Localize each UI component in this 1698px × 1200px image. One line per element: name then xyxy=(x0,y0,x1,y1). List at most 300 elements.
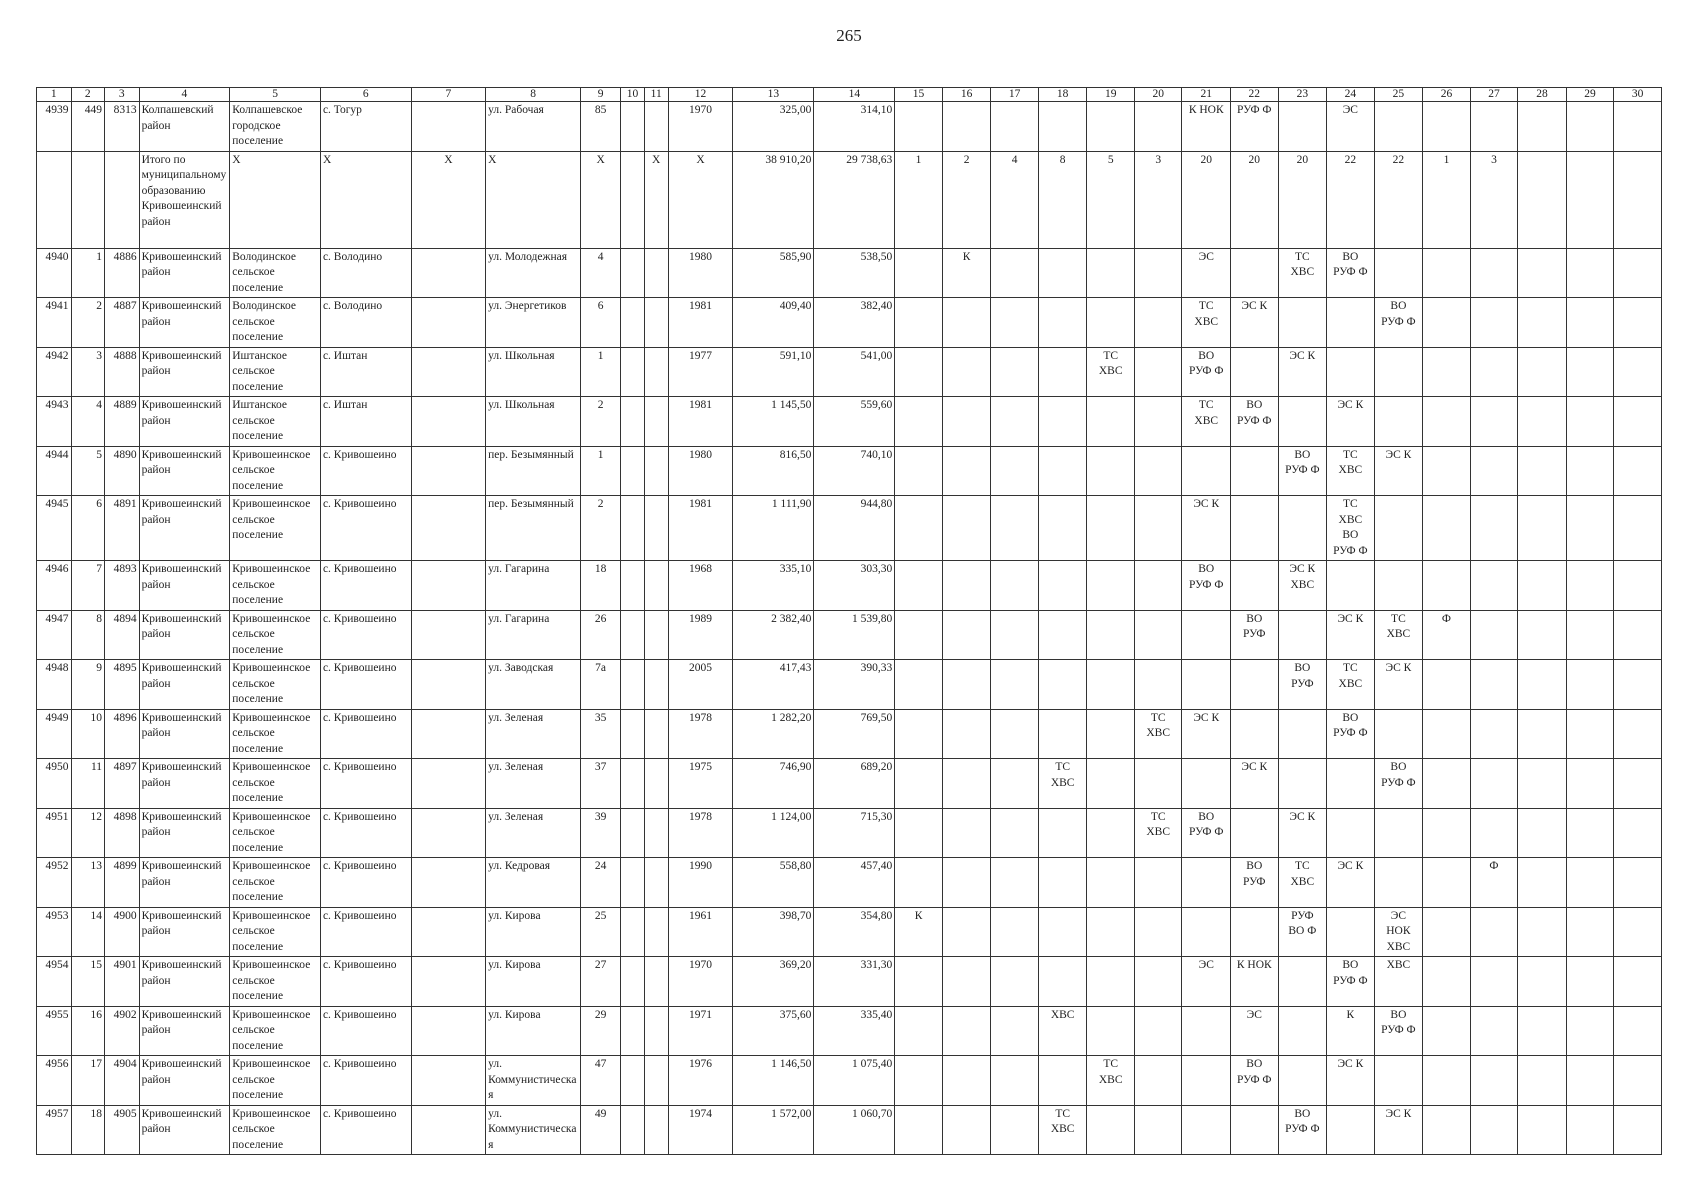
table-cell xyxy=(411,248,486,298)
column-header: 22 xyxy=(1231,88,1279,102)
table-cell: РУФ Ф xyxy=(1231,102,1279,152)
table-cell xyxy=(1518,397,1567,447)
table-cell xyxy=(1374,709,1423,759)
table-cell: 4942 xyxy=(37,347,72,397)
table-row xyxy=(37,248,1662,298)
column-header: 7 xyxy=(411,88,486,102)
table-cell: 541,00 xyxy=(814,347,895,397)
table-cell: ЭС К xyxy=(1374,1105,1423,1155)
table-cell: К xyxy=(942,248,991,298)
table-cell xyxy=(1182,759,1231,809)
table-cell: ВО РУФ Ф xyxy=(1374,759,1423,809)
table-cell: 4891 xyxy=(105,496,140,561)
table-cell: 4946 xyxy=(37,561,72,611)
table-cell xyxy=(895,610,943,660)
table-cell: 4904 xyxy=(105,1056,140,1106)
table-row xyxy=(37,347,1662,397)
table-cell: 314,10 xyxy=(814,102,895,152)
table-cell: 1 xyxy=(1423,151,1471,248)
total-row xyxy=(37,151,1662,248)
table-cell: ХВС xyxy=(1374,957,1423,1007)
table-cell: ул. Школьная xyxy=(486,397,581,447)
table-cell xyxy=(1566,298,1614,348)
table-cell: 7 xyxy=(71,561,104,611)
table-cell xyxy=(1566,907,1614,957)
table-cell xyxy=(895,248,943,298)
table-cell xyxy=(37,151,72,248)
table-cell xyxy=(1614,1105,1662,1155)
table-cell: 1981 xyxy=(668,298,733,348)
table-cell: 2005 xyxy=(668,660,733,710)
table-cell xyxy=(1423,660,1471,710)
table-cell xyxy=(1614,858,1662,908)
table-cell: 538,50 xyxy=(814,248,895,298)
table-cell xyxy=(411,709,486,759)
table-cell xyxy=(621,248,645,298)
table-cell xyxy=(1087,397,1135,447)
table-cell: ВО РУФ xyxy=(1278,660,1327,710)
table-cell xyxy=(1614,446,1662,496)
table-cell xyxy=(1278,102,1327,152)
table-cell: Х xyxy=(230,151,321,248)
table-cell xyxy=(411,446,486,496)
table-cell: Х xyxy=(644,151,668,248)
table-cell xyxy=(1470,496,1518,561)
table-cell xyxy=(1566,759,1614,809)
table-cell xyxy=(1614,248,1662,298)
table-cell: К xyxy=(1327,1006,1375,1056)
column-header: 11 xyxy=(644,88,668,102)
table-cell: 4953 xyxy=(37,907,72,957)
table-cell xyxy=(1182,1105,1231,1155)
housing-register-table xyxy=(36,87,1662,1155)
table-cell xyxy=(1038,1056,1087,1106)
table-cell xyxy=(644,957,668,1007)
table-cell xyxy=(411,1056,486,1106)
table-cell: ТС ХВС xyxy=(1278,248,1327,298)
table-cell: ул. Зеленая xyxy=(486,759,581,809)
table-cell xyxy=(621,496,645,561)
table-cell: 1974 xyxy=(668,1105,733,1155)
table-cell: 944,80 xyxy=(814,496,895,561)
table-cell: Кривошеинское сельское поселение xyxy=(230,759,321,809)
table-cell xyxy=(621,151,645,248)
table-cell: с. Кривошеино xyxy=(320,446,411,496)
table-cell xyxy=(1614,496,1662,561)
table-cell: 4899 xyxy=(105,858,140,908)
table-cell: 27 xyxy=(581,957,621,1007)
table-cell: 20 xyxy=(1182,151,1231,248)
table-cell: Ф xyxy=(1423,610,1471,660)
table-cell: Кривошеинский район xyxy=(139,1056,230,1106)
column-header: 15 xyxy=(895,88,943,102)
table-cell xyxy=(1518,1056,1567,1106)
table-cell: 4947 xyxy=(37,610,72,660)
table-cell xyxy=(1182,1056,1231,1106)
table-cell xyxy=(1374,858,1423,908)
table-cell xyxy=(1278,759,1327,809)
table-cell xyxy=(1038,298,1087,348)
table-cell: 4893 xyxy=(105,561,140,611)
table-cell: 1978 xyxy=(668,709,733,759)
table-cell xyxy=(1134,1006,1182,1056)
table-cell: 12 xyxy=(71,808,104,858)
table-cell xyxy=(1423,1056,1471,1106)
table-cell xyxy=(1566,347,1614,397)
table-cell: ВО РУФ xyxy=(1231,610,1279,660)
table-cell: ВО РУФ Ф xyxy=(1278,1105,1327,1155)
table-cell: 1976 xyxy=(668,1056,733,1106)
table-cell: ЭС К xyxy=(1182,496,1231,561)
table-cell: 2 xyxy=(581,496,621,561)
table-cell xyxy=(621,808,645,858)
table-cell: Кривошеинское сельское поселение xyxy=(230,1105,321,1155)
column-header: 25 xyxy=(1374,88,1423,102)
table-cell: 3 xyxy=(71,347,104,397)
table-cell: 4944 xyxy=(37,446,72,496)
table-cell xyxy=(1278,957,1327,1007)
table-row xyxy=(37,496,1662,561)
table-cell xyxy=(1566,102,1614,152)
table-cell: К xyxy=(895,907,943,957)
table-cell: 1981 xyxy=(668,496,733,561)
table-cell: 769,50 xyxy=(814,709,895,759)
table-cell xyxy=(1423,446,1471,496)
table-cell xyxy=(621,1056,645,1106)
table-cell xyxy=(1182,446,1231,496)
table-cell xyxy=(1038,660,1087,710)
table-cell xyxy=(991,248,1039,298)
table-cell: 4896 xyxy=(105,709,140,759)
table-cell: 4905 xyxy=(105,1105,140,1155)
table-cell: 4957 xyxy=(37,1105,72,1155)
table-cell xyxy=(644,446,668,496)
table-cell xyxy=(1614,709,1662,759)
table-cell: ВО РУФ Ф xyxy=(1182,347,1231,397)
table-cell: 1 539,80 xyxy=(814,610,895,660)
table-cell: 3 xyxy=(1134,151,1182,248)
table-cell xyxy=(942,561,991,611)
table-cell xyxy=(991,561,1039,611)
table-cell xyxy=(411,808,486,858)
table-cell xyxy=(1278,397,1327,447)
table-cell: Кривошеинское сельское поселение xyxy=(230,808,321,858)
table-cell xyxy=(895,709,943,759)
table-cell xyxy=(1182,1006,1231,1056)
table-cell xyxy=(1134,102,1182,152)
table-cell xyxy=(942,660,991,710)
table-cell xyxy=(1038,397,1087,447)
table-cell xyxy=(1327,759,1375,809)
table-cell: 1 xyxy=(71,248,104,298)
table-cell: ТС ХВС xyxy=(1038,1105,1087,1155)
table-cell xyxy=(1470,907,1518,957)
table-cell xyxy=(895,759,943,809)
table-cell xyxy=(621,298,645,348)
table-cell xyxy=(1518,102,1567,152)
table-cell xyxy=(1134,248,1182,298)
table-cell xyxy=(1470,248,1518,298)
table-cell xyxy=(895,1006,943,1056)
table-cell: ТС ХВС xyxy=(1134,709,1182,759)
table-cell: ул. Рабочая xyxy=(486,102,581,152)
column-header: 18 xyxy=(1038,88,1087,102)
table-cell xyxy=(1423,298,1471,348)
table-cell: ТС ХВС xyxy=(1134,808,1182,858)
table-cell: 8313 xyxy=(105,102,140,152)
table-cell: Х xyxy=(411,151,486,248)
table-cell xyxy=(1614,610,1662,660)
table-cell: 375,60 xyxy=(733,1006,814,1056)
table-cell xyxy=(1566,858,1614,908)
table-cell xyxy=(942,446,991,496)
table-cell xyxy=(1566,808,1614,858)
table-cell: ЭС К xyxy=(1278,347,1327,397)
table-cell: ЭС xyxy=(1182,957,1231,1007)
table-cell: с. Кривошеино xyxy=(320,759,411,809)
table-cell: Кривошеинское сельское поселение xyxy=(230,957,321,1007)
column-header: 3 xyxy=(105,88,140,102)
table-cell: 1 124,00 xyxy=(733,808,814,858)
table-cell: Кривошеинское сельское поселение xyxy=(230,858,321,908)
table-cell xyxy=(1423,759,1471,809)
table-cell: Кривошеинский район xyxy=(139,298,230,348)
table-cell xyxy=(991,1006,1039,1056)
table-row xyxy=(37,660,1662,710)
table-cell xyxy=(1038,496,1087,561)
table-cell xyxy=(644,660,668,710)
table-cell: 4954 xyxy=(37,957,72,1007)
table-cell: с. Кривошеино xyxy=(320,660,411,710)
table-cell: Итого по муниципальному образованию Кривошеинский район xyxy=(139,151,230,248)
table-cell xyxy=(411,397,486,447)
table-cell xyxy=(1614,759,1662,809)
table-cell xyxy=(644,397,668,447)
table-cell xyxy=(1470,446,1518,496)
table-cell xyxy=(1134,446,1182,496)
table-cell xyxy=(644,1105,668,1155)
table-cell: 5 xyxy=(1087,151,1135,248)
table-cell: 4951 xyxy=(37,808,72,858)
table-cell: 18 xyxy=(71,1105,104,1155)
table-cell: 1 xyxy=(581,347,621,397)
table-cell xyxy=(1134,660,1182,710)
table-cell: 591,10 xyxy=(733,347,814,397)
table-cell xyxy=(1087,808,1135,858)
table-cell: с. Володино xyxy=(320,298,411,348)
table-cell xyxy=(1087,1105,1135,1155)
table-cell xyxy=(411,347,486,397)
table-cell: 1 xyxy=(581,446,621,496)
table-cell: 449 xyxy=(71,102,104,152)
table-cell xyxy=(411,1105,486,1155)
table-cell xyxy=(942,1105,991,1155)
table-cell xyxy=(1518,808,1567,858)
table-cell xyxy=(644,248,668,298)
table-cell xyxy=(942,610,991,660)
table-cell xyxy=(942,907,991,957)
table-cell: 1981 xyxy=(668,397,733,447)
table-cell: 4888 xyxy=(105,347,140,397)
column-header: 17 xyxy=(991,88,1039,102)
table-cell xyxy=(1087,957,1135,1007)
table-cell: ТС ХВС xyxy=(1038,759,1087,809)
table-cell xyxy=(411,858,486,908)
table-cell: 331,30 xyxy=(814,957,895,1007)
table-cell xyxy=(1518,561,1567,611)
table-cell xyxy=(1470,660,1518,710)
table-cell: Х xyxy=(320,151,411,248)
table-cell xyxy=(1470,1006,1518,1056)
table-cell: РУФ ВО Ф xyxy=(1278,907,1327,957)
table-cell: 4890 xyxy=(105,446,140,496)
table-cell: ЭС К xyxy=(1327,610,1375,660)
table-cell: ул. Молодежная xyxy=(486,248,581,298)
table-cell xyxy=(991,957,1039,1007)
table-cell: ЭС К xyxy=(1374,446,1423,496)
table-cell xyxy=(1134,1056,1182,1106)
table-cell xyxy=(991,1105,1039,1155)
table-cell xyxy=(1470,298,1518,348)
table-cell: с. Тогур xyxy=(320,102,411,152)
table-cell: ТС ХВС xyxy=(1278,858,1327,908)
table-cell: ЭС xyxy=(1327,102,1375,152)
table-cell: Кривошеинский район xyxy=(139,496,230,561)
table-cell: Кривошеинский район xyxy=(139,561,230,611)
table-cell: ВО РУФ Ф xyxy=(1182,808,1231,858)
table-cell xyxy=(895,446,943,496)
table-cell xyxy=(1470,347,1518,397)
table-cell xyxy=(1518,709,1567,759)
table-cell xyxy=(621,347,645,397)
table-cell: 4956 xyxy=(37,1056,72,1106)
table-cell: 689,20 xyxy=(814,759,895,809)
table-cell: с. Кривошеино xyxy=(320,1006,411,1056)
table-cell xyxy=(1278,496,1327,561)
table-cell xyxy=(1327,808,1375,858)
table-cell: ЭС К xyxy=(1231,759,1279,809)
table-cell xyxy=(942,858,991,908)
table-cell xyxy=(1278,610,1327,660)
table-cell xyxy=(1614,808,1662,858)
table-cell xyxy=(1566,151,1614,248)
table-cell xyxy=(1374,397,1423,447)
table-cell xyxy=(105,151,140,248)
table-cell xyxy=(991,709,1039,759)
table-cell: Кривошеинский район xyxy=(139,907,230,957)
table-cell xyxy=(991,907,1039,957)
table-cell xyxy=(1038,248,1087,298)
table-cell: пер. Безымянный xyxy=(486,496,581,561)
table-cell: 4 xyxy=(991,151,1039,248)
table-cell: 13 xyxy=(71,858,104,908)
table-cell: ЭС К xyxy=(1231,298,1279,348)
table-cell: 4 xyxy=(581,248,621,298)
column-header: 23 xyxy=(1278,88,1327,102)
table-cell xyxy=(1134,759,1182,809)
table-cell xyxy=(1038,858,1087,908)
table-cell xyxy=(411,610,486,660)
table-cell xyxy=(991,660,1039,710)
table-cell xyxy=(942,397,991,447)
table-cell: ул. Кирова xyxy=(486,957,581,1007)
column-header: 10 xyxy=(621,88,645,102)
table-cell xyxy=(1374,808,1423,858)
table-row xyxy=(37,709,1662,759)
table-cell: Кривошеинский район xyxy=(139,1006,230,1056)
table-cell: ВО РУФ Ф xyxy=(1182,561,1231,611)
table-cell: 417,43 xyxy=(733,660,814,710)
table-cell: 4889 xyxy=(105,397,140,447)
table-cell: Кривошеинское сельское поселение xyxy=(230,1006,321,1056)
table-row xyxy=(37,907,1662,957)
table-cell: Колпашевское городское поселение xyxy=(230,102,321,152)
table-cell: 1970 xyxy=(668,102,733,152)
table-cell xyxy=(1134,397,1182,447)
table-cell: 29 xyxy=(581,1006,621,1056)
table-cell: 4 xyxy=(71,397,104,447)
table-cell: Кривошеинское сельское поселение xyxy=(230,561,321,611)
table-cell: 585,90 xyxy=(733,248,814,298)
table-cell xyxy=(991,858,1039,908)
table-cell: ул. Коммунистическая xyxy=(486,1105,581,1155)
table-cell xyxy=(621,709,645,759)
table-cell: 715,30 xyxy=(814,808,895,858)
table-cell xyxy=(1566,561,1614,611)
column-header: 6 xyxy=(320,88,411,102)
table-cell: 369,20 xyxy=(733,957,814,1007)
table-cell: 1970 xyxy=(668,957,733,1007)
table-cell: Иштанское сельское поселение xyxy=(230,397,321,447)
table-cell: 49 xyxy=(581,1105,621,1155)
table-cell xyxy=(1327,1105,1375,1155)
table-cell xyxy=(621,561,645,611)
table-cell xyxy=(1278,709,1327,759)
table-cell xyxy=(621,957,645,1007)
table-cell xyxy=(1518,660,1567,710)
table-cell: ул. Зеленая xyxy=(486,808,581,858)
table-cell xyxy=(1327,561,1375,611)
table-cell xyxy=(895,858,943,908)
table-cell xyxy=(991,298,1039,348)
table-cell: с. Кривошеино xyxy=(320,561,411,611)
table-cell: 4894 xyxy=(105,610,140,660)
table-cell: ТС ХВС ВО РУФ Ф xyxy=(1327,496,1375,561)
table-cell xyxy=(1182,610,1231,660)
table-cell: 26 xyxy=(581,610,621,660)
table-cell xyxy=(621,446,645,496)
table-cell: ЭС xyxy=(1231,1006,1279,1056)
table-cell: ЭС К xyxy=(1278,808,1327,858)
table-cell xyxy=(895,1056,943,1106)
table-cell xyxy=(942,496,991,561)
column-header: 26 xyxy=(1423,88,1471,102)
table-cell: К НОК xyxy=(1231,957,1279,1007)
column-number-header xyxy=(37,88,1662,102)
table-cell xyxy=(411,957,486,1007)
table-cell xyxy=(1278,1056,1327,1106)
table-cell xyxy=(1038,561,1087,611)
table-cell xyxy=(1614,347,1662,397)
table-cell xyxy=(1423,1006,1471,1056)
table-cell xyxy=(411,1006,486,1056)
table-cell: ЭС НОК ХВС xyxy=(1374,907,1423,957)
table-cell xyxy=(644,759,668,809)
table-cell xyxy=(1038,102,1087,152)
table-cell: 4948 xyxy=(37,660,72,710)
table-cell xyxy=(1518,858,1567,908)
table-cell xyxy=(1423,957,1471,1007)
